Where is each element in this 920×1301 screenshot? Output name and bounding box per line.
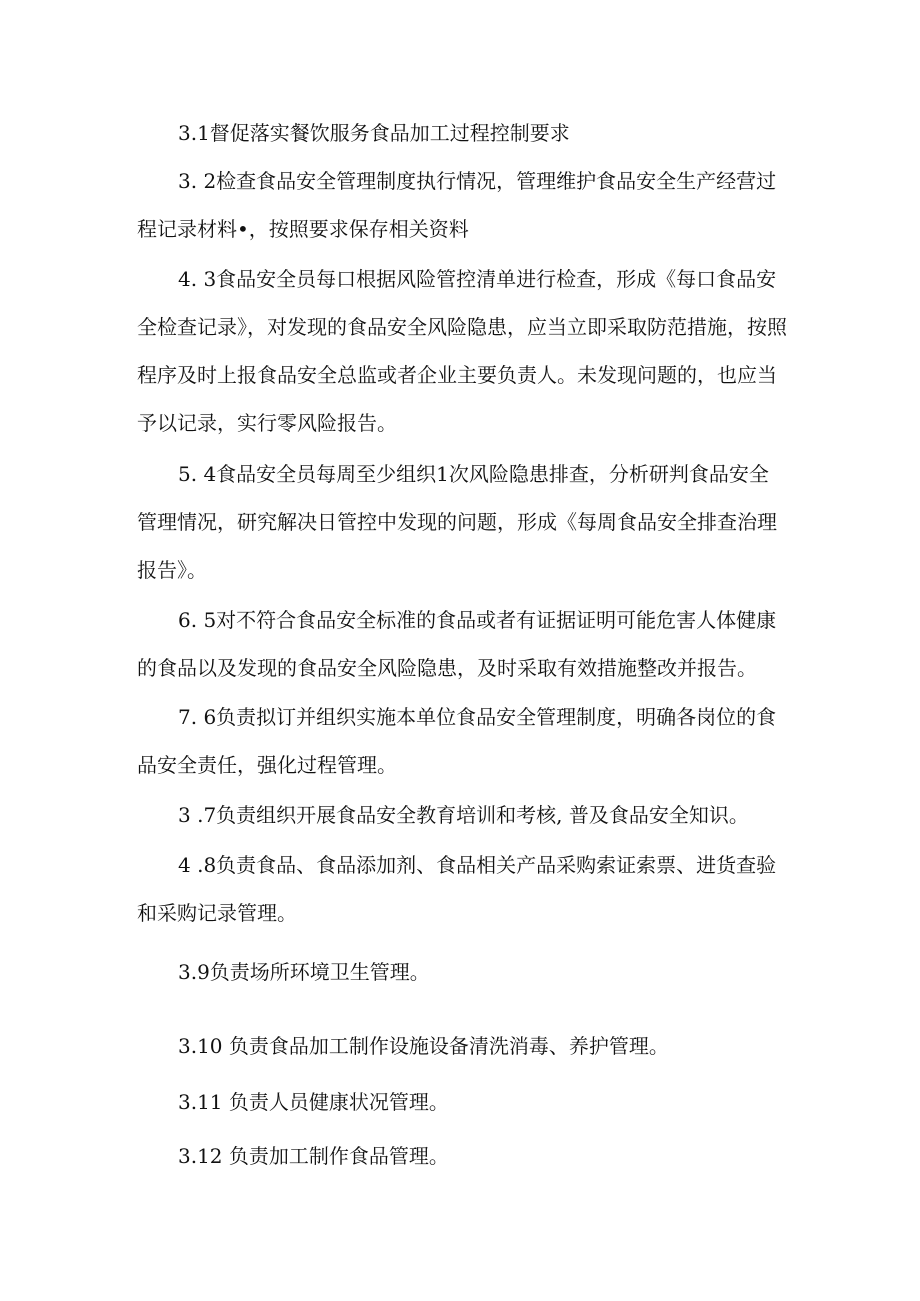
paragraph-3-1: 3.1督促落实餐饮服务食品加工过程控制要求 [178, 121, 570, 145]
paragraph-3-10: 3.10 负责食品加工制作设施设备清洗消毒、养护管理。 [178, 1034, 669, 1058]
paragraph-3-12: 3.12 负责加工制作食品管理。 [178, 1144, 449, 1168]
paragraph-3-6: 7. 6负责拟订并组织实施本单位食品安全管理制度，明确各岗位的食品安全责任，强化过程管理。 [137, 705, 777, 777]
paragraph-3-3: 4. 3食品安全员每口根据风险管控清单进行检查，形成《每口食品安全检查记录》，对发现的食品安全风险隐患，应当立即采取防范措施，按照程序及时上报食品安全总监或者企业主要负责人。未发现问题的，也应当予以记录，实行零风险报告。 [137, 267, 787, 435]
paragraph-3-8: 4 .8负责食品、食品添加剂、食品相关产品采购索证索票、进货查验和采购记录管理。 [137, 853, 777, 925]
paragraph-3-4: 5. 4食品安全员每周至少组织1次风险隐患排查，分析研判食品安全管理情况，研究解决日管控中发现的问题，形成《每周食品安全排查治理报告》。 [137, 462, 777, 582]
paragraph-3-5: 6. 5对不符合食品安全标准的食品或者有证据证明可能危害人体健康的食品以及发现的食品安全风险隐患，及时采取有效措施整改并报告。 [137, 608, 777, 680]
paragraph-3-11: 3.11 负责人员健康状况管理。 [178, 1090, 449, 1114]
paragraph-3-2: 3. 2检查食品安全管理制度执行情况，管理维护食品安全生产经营过程记录材料•，按照要求保存相关资料 [137, 169, 777, 241]
paragraph-3-9: 3.9负责场所环境卫生管理。 [178, 960, 430, 984]
paragraph-3-7: 3 .7负责组织开展食品安全教育培训和考核, 普及食品安全知识。 [178, 803, 749, 827]
